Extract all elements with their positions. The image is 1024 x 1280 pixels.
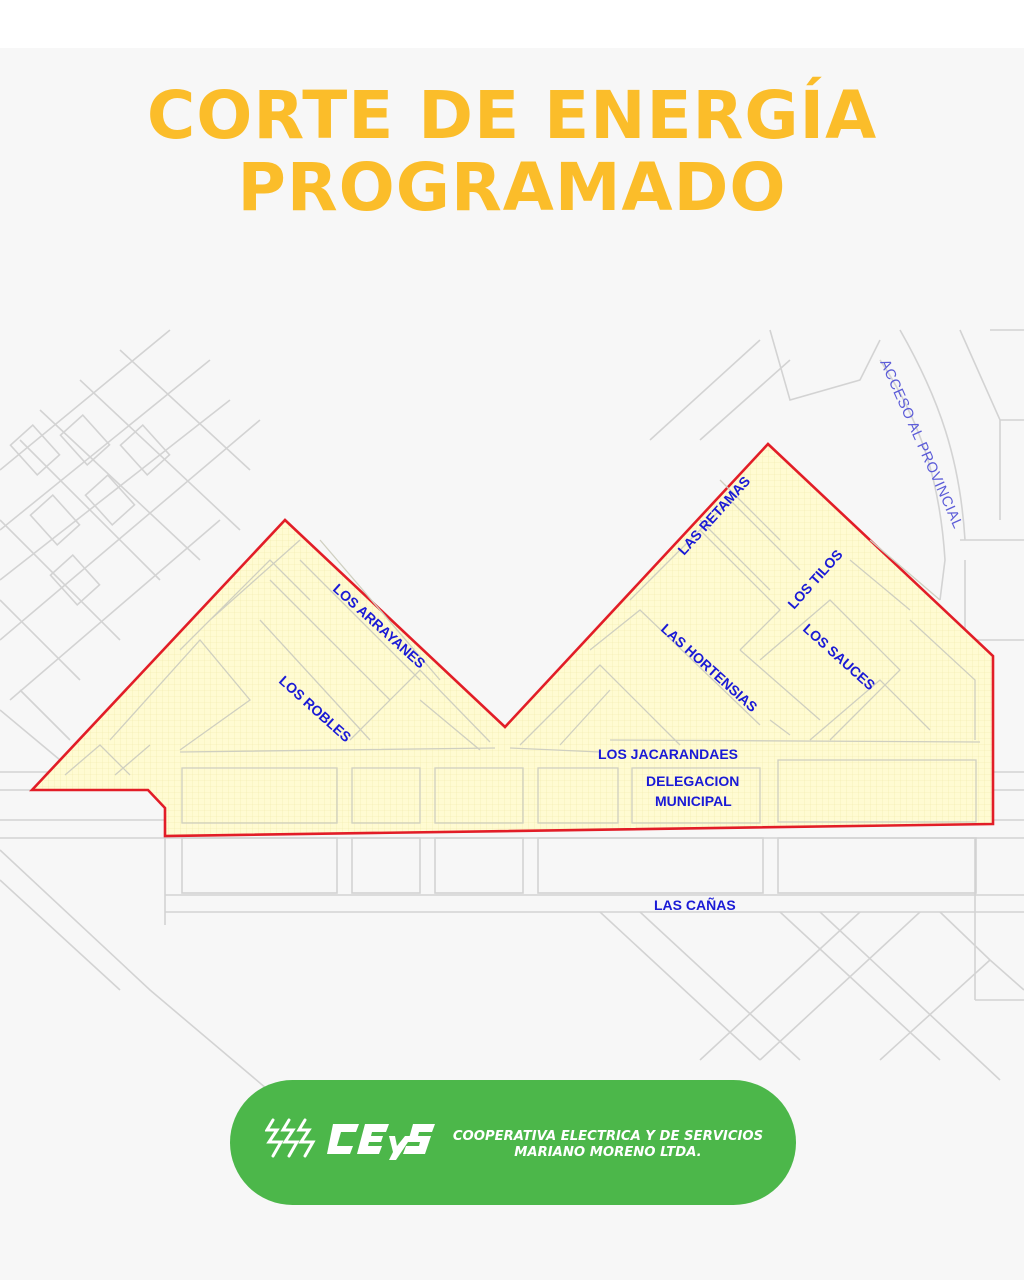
outage-zone [32,444,993,836]
label-las-hortensias: LAS HORTENSIAS [657,620,761,715]
label-municipal: MUNICIPAL [655,793,732,809]
cooperative-name [452,1129,764,1161]
label-los-arrayanes: LOS ARRAYANES [329,580,429,672]
tree-icon [267,1120,313,1156]
ceys-wordmark [327,1124,435,1160]
label-los-sauces: LOS SAUCES [799,620,879,694]
label-los-tilos: LOS TILOS [784,546,846,613]
label-los-robles: LOS ROBLES [275,672,355,746]
ceys-logo [265,1116,440,1166]
label-los-jacarandaes: LOS JACARANDAES [598,746,739,762]
title-line-1: CORTE DE ENERGÍA [146,77,878,154]
label-delegacion: DELEGACION [646,773,740,789]
label-acceso-al-provincial: ACCESO AL PROVINCIAL [876,357,966,532]
coop-name-line-2: MARIANO MORENO LTDA. [514,1145,702,1160]
label-las-canas: LAS CAÑAS [654,897,736,913]
title-line-2: PROGRAMADO [237,149,787,226]
label-las-retamas: LAS RETAMAS [674,472,754,559]
coop-name-line-1: COOPERATIVA ELECTRICA Y DE SERVICIOS [452,1129,764,1144]
